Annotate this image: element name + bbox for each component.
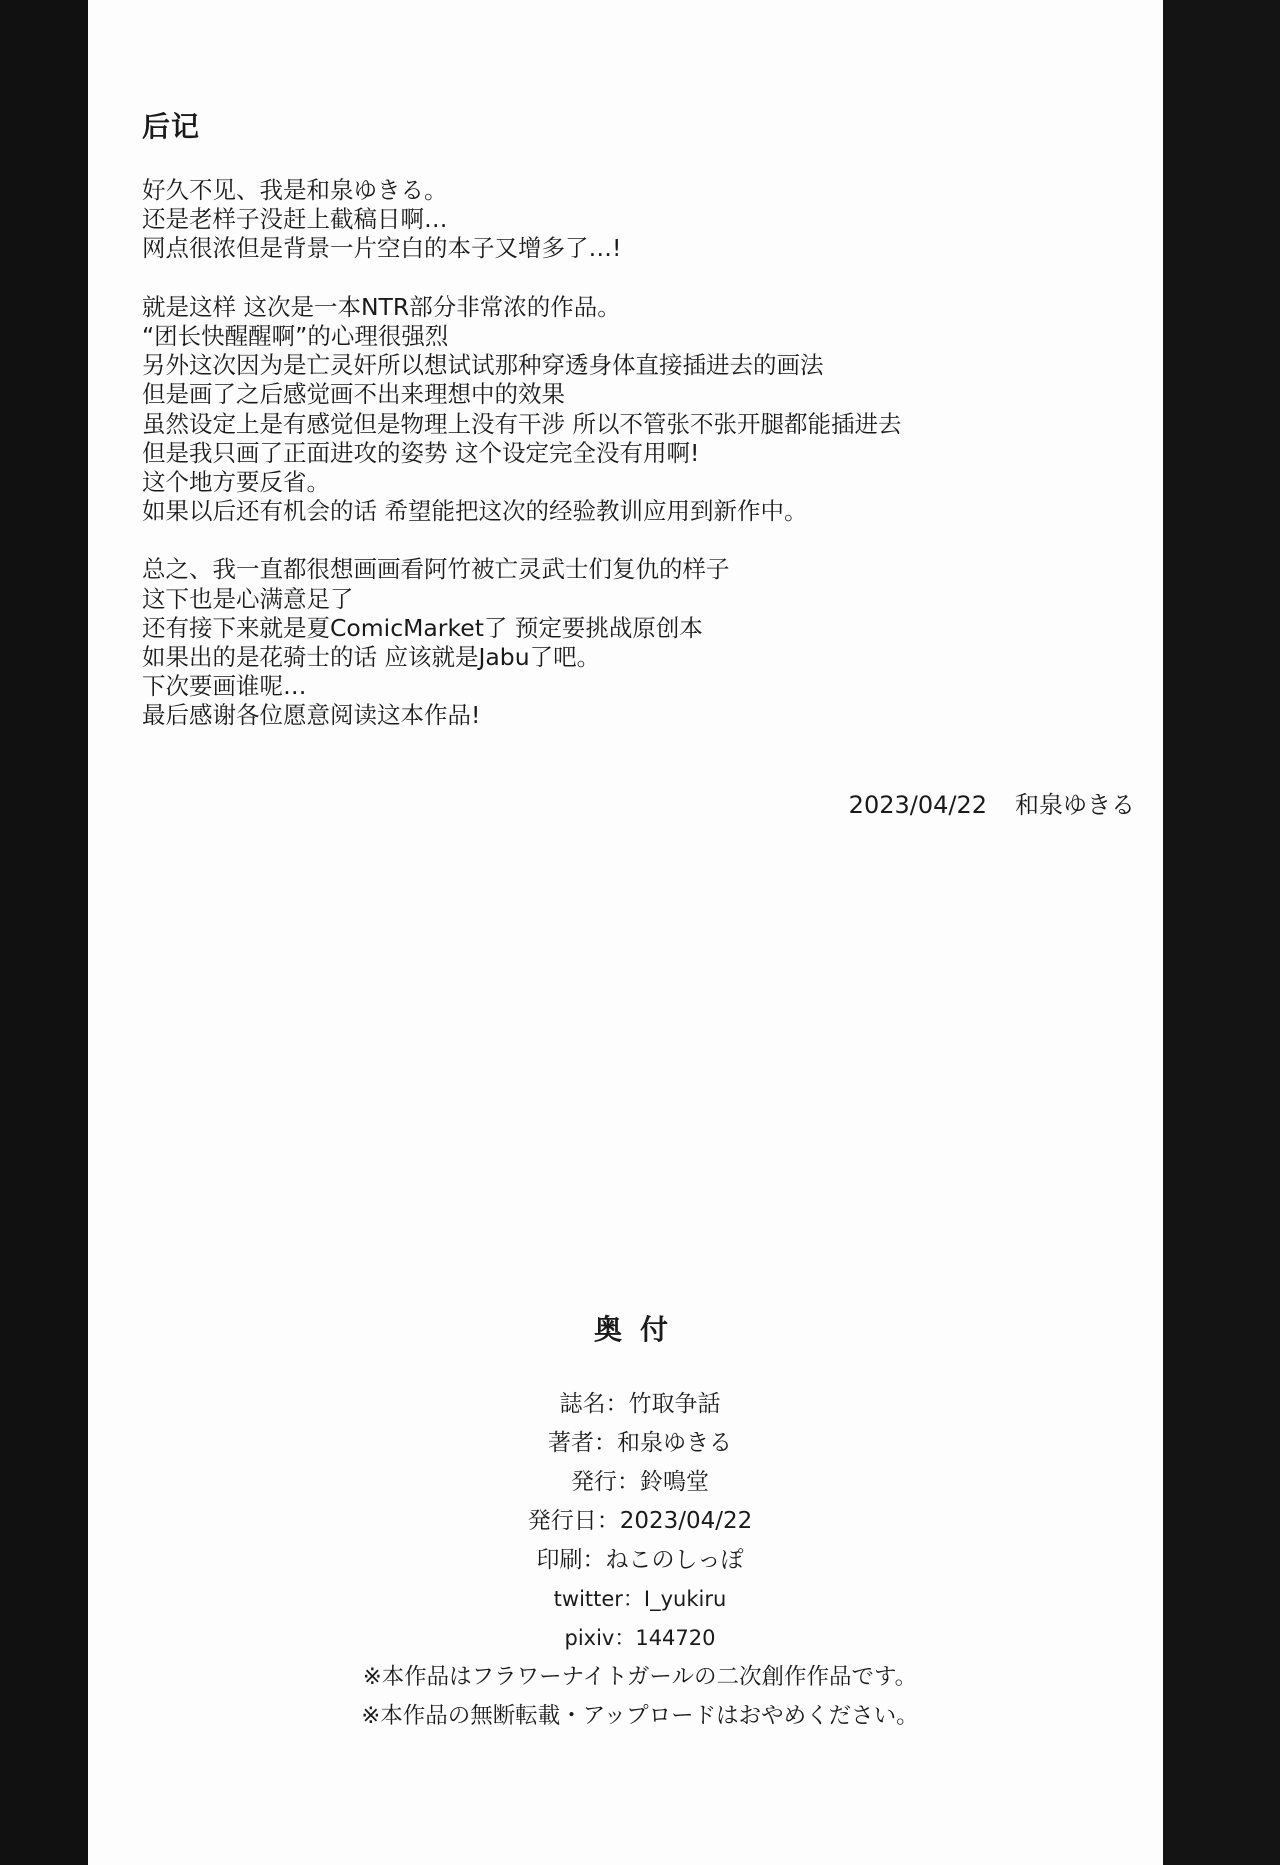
colophon-printer-row: 印刷：ねこのしっぽ — [536, 1547, 744, 1573]
body-line: 就是这样 这次是一本NTR部分非常浓的作品。 — [142, 292, 621, 321]
colophon-pixiv-row: pixiv：144720 — [564, 1626, 716, 1650]
colophon-title: 奥付 — [593, 1313, 686, 1346]
body-line: “团长快醒醒啊”的心理很强烈 — [142, 321, 449, 350]
body-line: 下次要画谁呢… — [142, 672, 307, 701]
body-line: 总之、我一直都很想画画看阿竹被亡灵武士们复仇的样子 — [142, 555, 730, 584]
body-line: 另外这次因为是亡灵奸所以想试试那种穿透身体直接插进去的画法 — [142, 351, 824, 380]
colophon-publisher-row: 発行：鈴鳴堂 — [571, 1469, 709, 1495]
signature — [849, 785, 1135, 820]
body-line: 如果以后还有机会的话 希望能把这次的经验教训应用到新作中。 — [142, 497, 808, 526]
afterword-title: 后记 — [142, 110, 201, 143]
body-line: 好久不见、我是和泉ゆきる。 — [142, 176, 448, 204]
colophon-twitter-row: twitter：I_yukiru — [553, 1587, 727, 1611]
body-line: 还是老样子没赶上截稿日啊… — [142, 205, 448, 234]
colophon-note-row: ※本作品はフラワーナイトガールの二次創作作品です。 — [362, 1664, 918, 1690]
body-line: 但是画了之后感觉画不出来理想中的效果 — [142, 380, 565, 409]
afterword-body — [142, 176, 1102, 731]
body-line: 如果出的是花骑士的话 应该就是Jabu了吧。 — [142, 643, 601, 671]
paragraph-gap — [142, 264, 1102, 293]
paragraph-gap — [142, 526, 1102, 555]
body-line: 虽然设定上是有感觉但是物理上没有干涉 所以不管张不张开腿都能插进去 — [142, 409, 902, 438]
colophon — [0, 1385, 1280, 1736]
colophon-date-row: 発行日：2023/04/22 — [527, 1508, 753, 1534]
body-line: 但是我只画了正面进攻的姿势 这个设定完全没有用啊! — [142, 438, 700, 467]
body-line: 这下也是心满意足了 — [142, 584, 354, 613]
colophon-title-row: 誌名：竹取争話 — [559, 1391, 721, 1417]
body-line: 还有接下来就是夏ComicMarket了 预定要挑战原创本 — [142, 613, 703, 642]
body-line: 这个地方要反省。 — [142, 467, 330, 496]
signature-date: 2023/04/22 — [848, 791, 987, 819]
signature-author: 和泉ゆきる — [1015, 791, 1135, 819]
colophon-note-row: ※本作品の無断転載・アップロードはおやめください。 — [361, 1703, 919, 1729]
body-line: 网点很浓但是背景一片空白的本子又增多了…! — [142, 234, 622, 263]
colophon-author-row: 著者：和泉ゆきる — [548, 1430, 732, 1456]
body-line: 最后感谢各位愿意阅读这本作品! — [142, 701, 481, 730]
